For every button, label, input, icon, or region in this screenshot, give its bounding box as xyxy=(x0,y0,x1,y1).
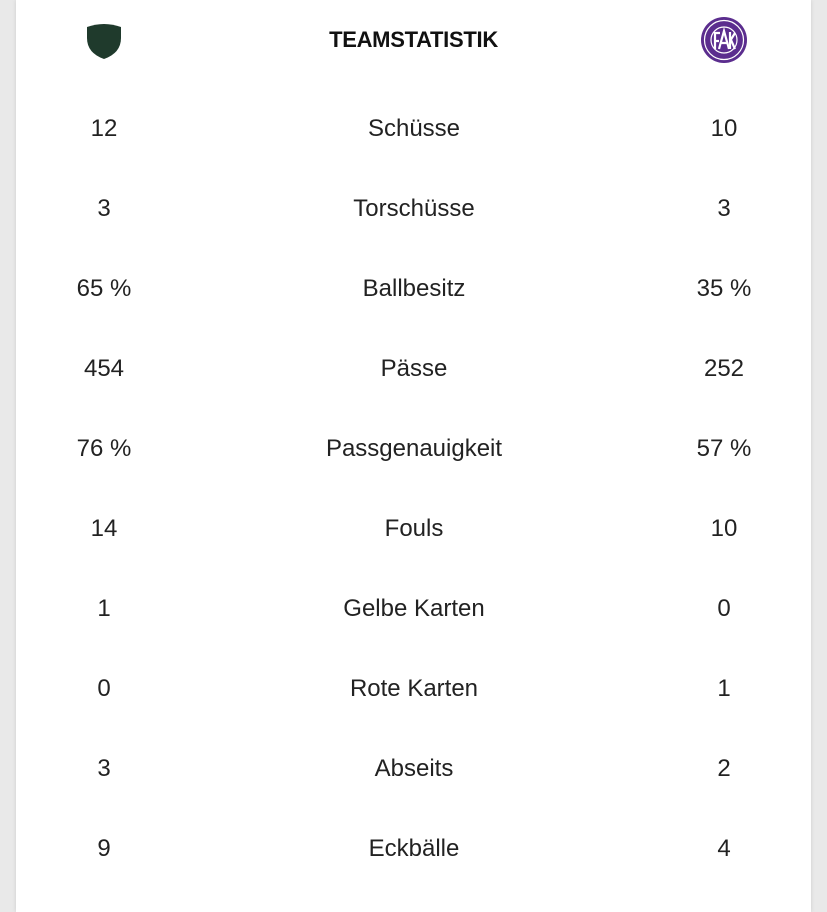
stat-label: Abseits xyxy=(374,755,454,782)
stat-label: Passgenauigkeit xyxy=(325,435,503,462)
stat-row-rote-karten xyxy=(16,649,811,729)
home-value: 0 xyxy=(97,675,111,702)
stat-label: Eckbälle xyxy=(368,835,460,862)
home-value: 3 xyxy=(97,755,111,782)
home-value: 12 xyxy=(90,115,118,142)
stat-label: Ballbesitz xyxy=(362,275,466,302)
stat-row-passgenauigkeit xyxy=(16,409,811,489)
stat-label: Schüsse xyxy=(367,115,461,142)
away-value: 10 xyxy=(710,115,738,142)
home-value: 14 xyxy=(90,515,118,542)
stat-row-abseits xyxy=(16,729,811,809)
page-title: TEAMSTATISTIK xyxy=(329,27,498,52)
home-value: 76 % xyxy=(76,435,132,462)
away-value: 4 xyxy=(717,835,731,862)
away-value: 35 % xyxy=(696,275,752,302)
away-value: 1 xyxy=(717,675,731,702)
stats-table xyxy=(16,89,811,889)
home-value: 3 xyxy=(97,195,111,222)
stat-label: Pässe xyxy=(380,355,448,382)
stat-row-ballbesitz xyxy=(16,249,811,329)
stat-row-torschuesse xyxy=(16,169,811,249)
stat-label: Fouls xyxy=(384,515,444,542)
away-value: 252 xyxy=(703,355,745,382)
stat-row-eckbaelle xyxy=(16,809,811,889)
team-stats-card xyxy=(16,0,811,912)
away-value: 3 xyxy=(717,195,731,222)
home-value: 65 % xyxy=(76,275,132,302)
fak-austria-wien-crest-icon xyxy=(700,16,748,64)
stat-row-paesse xyxy=(16,329,811,409)
away-value: 57 % xyxy=(696,435,752,462)
away-value: 10 xyxy=(710,515,738,542)
stat-row-schuesse xyxy=(16,89,811,169)
stat-label: Rote Karten xyxy=(349,675,479,702)
stat-row-fouls xyxy=(16,489,811,569)
away-value: 0 xyxy=(717,595,731,622)
stat-row-gelbe-karten xyxy=(16,569,811,649)
away-value: 2 xyxy=(717,755,731,782)
home-value: 1 xyxy=(97,595,111,622)
home-value: 9 xyxy=(97,835,111,862)
home-value: 454 xyxy=(83,355,125,382)
stat-label: Gelbe Karten xyxy=(343,595,485,622)
stat-label: Torschüsse xyxy=(353,195,475,222)
stats-header xyxy=(16,0,811,80)
